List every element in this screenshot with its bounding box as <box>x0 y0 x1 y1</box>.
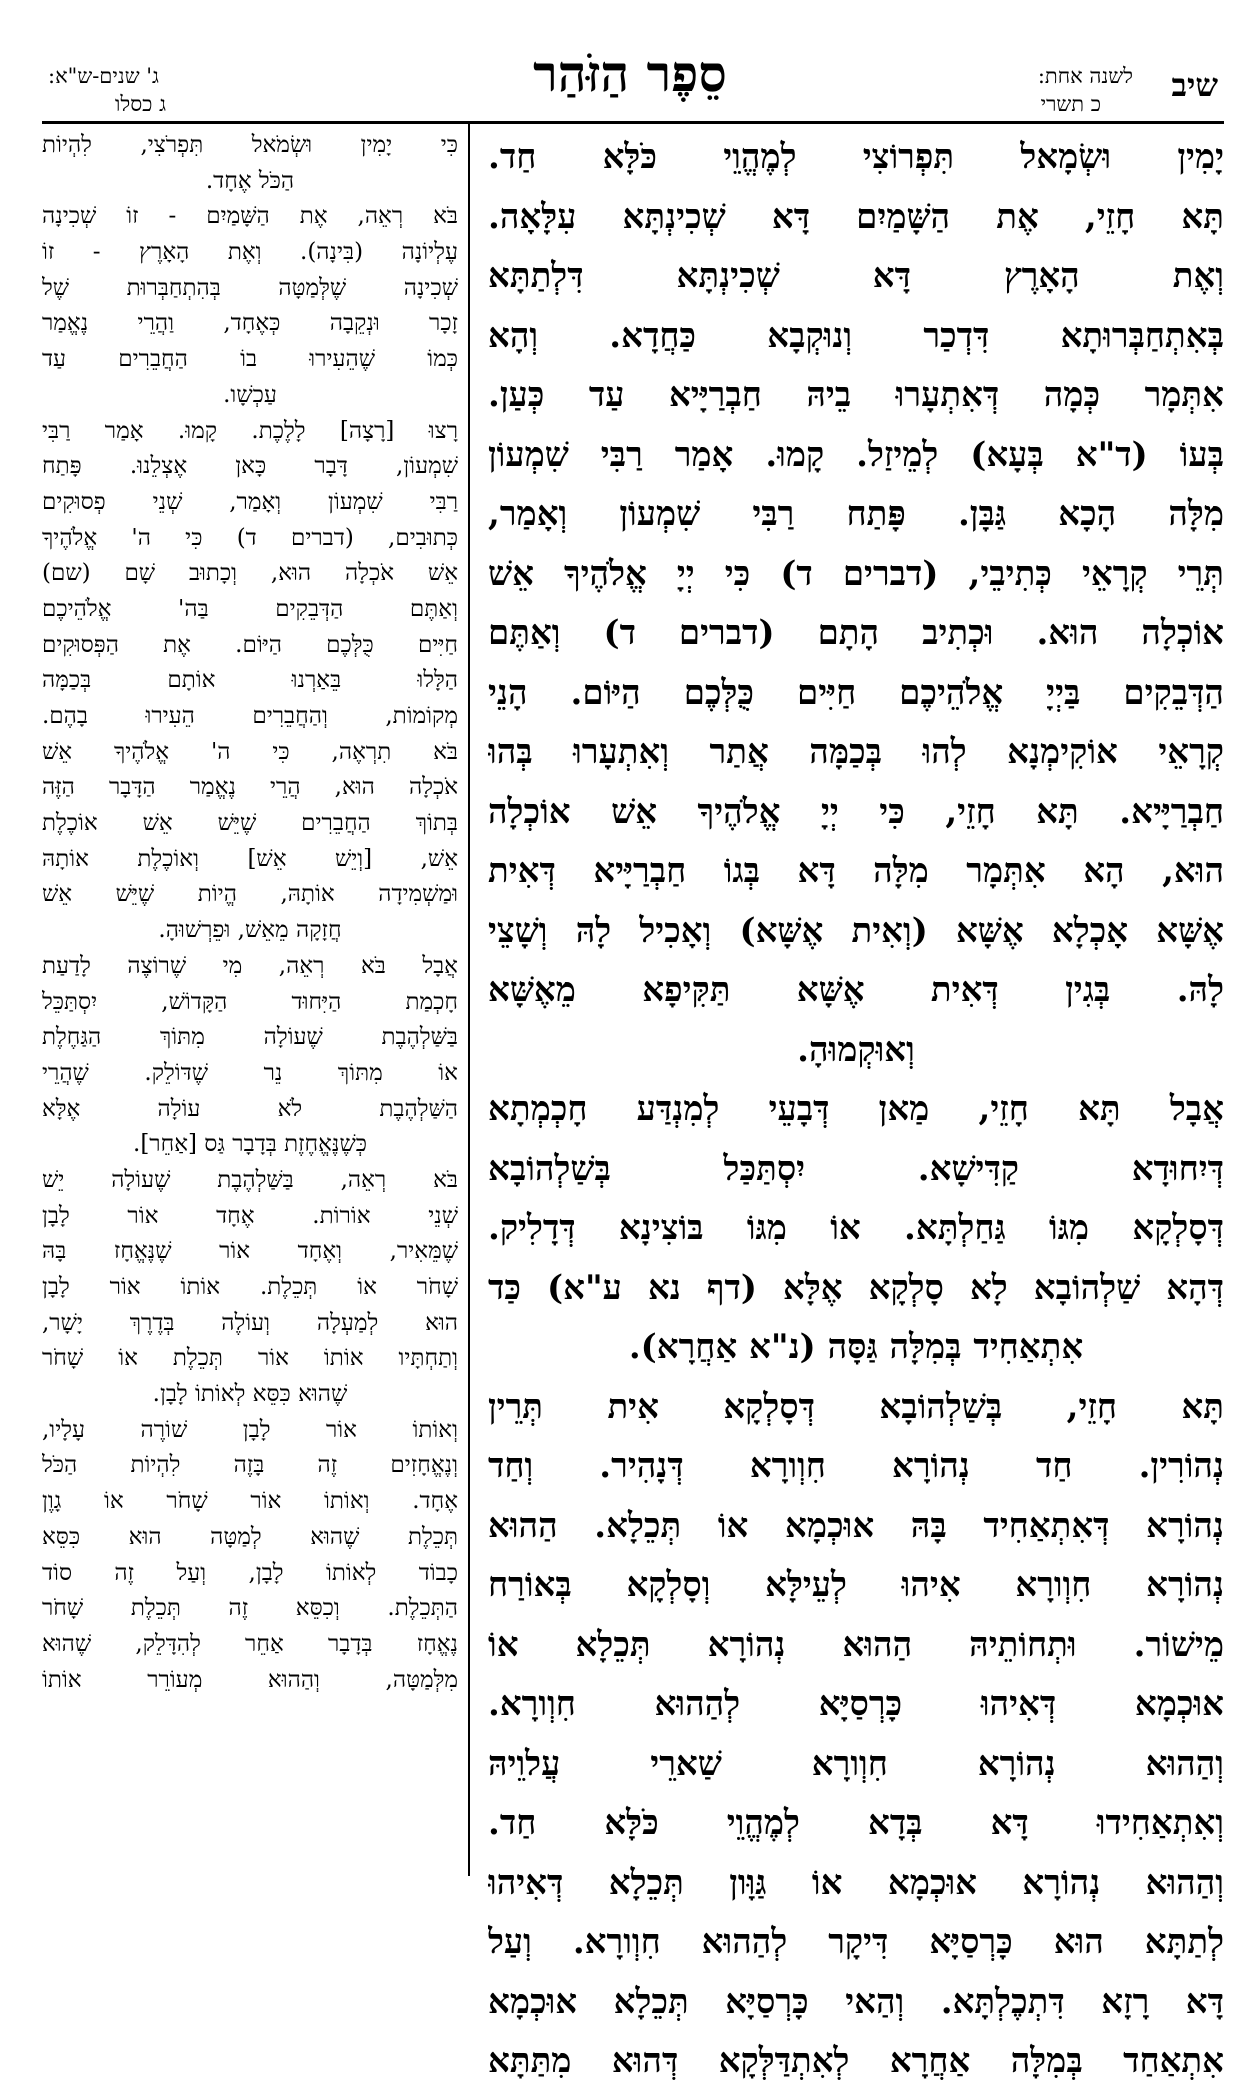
schedule-one-year-label: לשנה אחת: <box>1037 64 1133 88</box>
text-line: זָכָר וּנְקֵבָה כְּאֶחָד, וַהֲרֵי נֶאֱמַר <box>42 310 458 337</box>
text-line: שְׁנֵי אוֹרוֹת. אֶחָד אוֹר לָבָן <box>42 1202 458 1229</box>
text-line: מְקוֹמוֹת, וְהַחֲבֵרִים הֵעִירוּ בָהֶם. <box>42 703 458 729</box>
schedule-one-year-date: כ תשרי <box>1040 92 1101 116</box>
text-line: אִתְּמָר כְּמָה דְּאִתְעָרוּ בֵיהּ חַבְרַיָּיא עַד כְּעַן. <box>488 375 1224 415</box>
text-line: הַתְּכֵלֶת. וְכִסֵּא זֶה תְּכֵלֶת שָׁחֹר <box>42 1595 458 1622</box>
text-line: אוֹכְלָה הוּא. וּכְתִיב הָתָם (דברים ד) וְאַתֶּם <box>488 613 1224 653</box>
text-line: וְאֶת הָאָרֶץ דָּא שְׁכִינְתָּא דִּלְתַתָּא <box>488 256 1224 296</box>
text-line: בֹּא רְאֵה, בַּשַּׁלְהֶבֶת שֶׁעוֹלָה יֵשׁ <box>42 1166 458 1193</box>
text-line: לָהּ. בְּגִין דְּאִית אֶשָּׁא תַּקִּיפָא מֵאֶשָּׁא <box>488 970 1224 1010</box>
text-line: רָצוּ [רָצָה] לָלֶכֶת. קָמוּ. אָמַר רַבִּי <box>42 417 458 444</box>
text-line: וְאִתְאַחִידוּ דָּא בְּדָא לְמֶהֱוֵי כֹּלָּא חַד. <box>488 1803 1224 1843</box>
text-line: שֶׁמֵּאִיר, וְאֶחָד אוֹר שֶׁנֶּאֱחָז בָּהּ <box>42 1238 458 1265</box>
schedule-three-year-date: ג כסלו <box>115 92 167 116</box>
text-line: הַדְּבֵקִים בַּיְיָ אֱלֹהֵיכֶם חַיִּים כֻּלְּכֶם הַיּוֹם. הָנֵי <box>488 672 1224 713</box>
text-line: וְהַהוּא נְהוֹרָא אוּכְמָא אוֹ גַּוָּון תְּכֵלָא דְּאִיהוּ <box>488 1862 1224 1903</box>
text-line: חַבְרַיָּיא. תָּא חָזֵי, כִּי יְיָ אֱלֹהֶיךָ אֵשׁ אוֹכְלָה <box>488 791 1224 832</box>
text-line: דְּהָא שַׁלְהוֹבָא לָא סָלְקָא אֶלָּא (דף נא ע"א) כַּד <box>488 1267 1224 1308</box>
text-line: הוּא לְמַעְלָה וְעוֹלֶה בְּדֶרֶךְ יָשָׁר, <box>42 1309 458 1336</box>
text-line: חָכְמַת הַיִּחוּד הַקָּדוֹשׁ, יִסְתַּכֵּל <box>42 988 458 1015</box>
text-line: וְהַהוּא נְהוֹרָא חִוְורָא שַׁארֵי עֲלוֵיהּ <box>488 1743 1224 1784</box>
text-line: תְּכֵלֶת שֶׁהוּא לְמַטָּה הוּא כִּסֵּא <box>42 1523 458 1550</box>
column-divider <box>468 121 470 1876</box>
text-line: קְרָאֵי אוֹקִימְנָא לְהוּ בְּכַמָּה אֲתַר וְאִתְעָרוּ בְּהוּ <box>488 732 1224 772</box>
text-line: שִׁמְעוֹן, דָּבָר כָּאן אֶצְלֵנוּ. פָּתַח <box>42 453 458 480</box>
text-line: בְּתוֹךְ הַחֲבֵרִים שֶׁיֵּשׁ אֵשׁ אוֹכֶלֶת <box>42 810 458 837</box>
text-line: הַכֹּל אֶחָד. <box>205 167 295 194</box>
text-line: נְהוֹרִין. חַד נְהוֹרָא חִוְורָא דְּנָהִיר. וְחַד <box>488 1446 1224 1486</box>
text-line: מִלָּה הָכָא גַּבָּן. פָּתַח רַבִּי שִׁמְעוֹן וְאָמַר, <box>488 494 1224 534</box>
text-line: אֲבָל תָּא חָזֵי, מַאן דְּבָעֵי לְמִנְדַּע חָכְמְתָא <box>488 1089 1224 1129</box>
text-line: בְּאִתְחַבְּרוּתָא דִּדְכַר וְנוּקְבָא כַּחֲדָא. וְהָא <box>488 315 1224 356</box>
text-line: אִתְאַחִיד בְּמִלָּה גַּסָּה (נ"א אַחֲרָא). <box>628 1327 1084 1367</box>
text-line: אֵשׁ, [וְיֵשׁ אֵשׁ] וְאוֹכֶלֶת אוֹתָהּ <box>42 845 458 872</box>
text-line: אוּכְמָא דְּאִיהוּ כָּרְסַיָּא לְהַהוּא חִוְורָא. <box>488 1684 1224 1724</box>
text-line: וְאוּקְמוּהָ. <box>797 1029 915 1070</box>
text-line: וְנֶאֱחָזִים זֶה בָּזֶה לִהְיוֹת הַכֹּל <box>42 1452 458 1479</box>
text-line: חַיִּים כֻּלְּכֶם הַיּוֹם. אֶת הַפְּסוּקִים <box>42 631 458 658</box>
text-line: עֶלְיוֹנָה (בִּינָה). וְאֶת הָאָרֶץ - זוֹ <box>42 239 458 266</box>
text-line: כְּמוֹ שֶׁהֵעִירוּ בוֹ הַחֲבֵרִים עַד <box>42 346 458 373</box>
text-line: בְּעוֹ (ד"א בְּעָא) לְמֵיזַל. קָמוּ. אָמַר רַבִּי שִׁמְעוֹן <box>488 434 1224 475</box>
text-line: כָבוֹד לְאוֹתוֹ לָבָן, וְעַל זֶה סוֹד <box>42 1559 458 1586</box>
aramaic-text-column <box>488 128 1224 2081</box>
text-line: דָּא רָזָא דִּתְכֶלְתָּא. וְהַאי כָּרְסַיָּא תְּכֵלָא אוּכְמָא <box>488 1981 1224 2022</box>
header-rule <box>42 121 1224 124</box>
text-line: תָּא חָזֵי, בְּשַׁלְהוֹבָא דְּסָלְקָא אִית תְּרֵין <box>488 1386 1224 1427</box>
text-line: שְׁכִינָה שֶׁלְּמַטָּה בְּהִתְחַבְּרוּת שֶׁל <box>42 274 458 301</box>
text-line: לְתַתָּא הוּא כָּרְסַיָּא דִּיקָר לְהַהוּא חִוְורָא. וְעַל <box>488 1922 1224 1962</box>
hebrew-translation-column <box>42 128 458 1878</box>
text-line: נְהוֹרָא חִוְורָא אִיהוּ לְעֵילָּא וְסָלְקָא בְּאוֹרַח <box>488 1565 1224 1605</box>
text-line: מִלְּמַטָּה, וְהַהוּא מְעוֹרֵר אוֹתוֹ <box>42 1666 458 1693</box>
text-line: שָׁחֹר אוֹ תְּכֵלֶת. אוֹתוֹ אוֹר לָבָן <box>42 1274 458 1300</box>
text-line: בֹּא תִרְאֶה, כִּי ה' אֱלֹהֶיךָ אֵשׁ <box>42 738 458 765</box>
text-line: אֶחָד. וְאוֹתוֹ אוֹר שָׁחֹר אוֹ גָוֶן <box>42 1488 458 1515</box>
text-line: אֵשׁ אֹכְלָה הוּא, וְכָתוּב שָׁם (שם) <box>42 560 458 587</box>
text-line: וְאַתֶּם הַדְּבֵקִים בַּה' אֱלֹהֵיכֶם <box>42 595 458 622</box>
text-line: נְהוֹרָא דְּאִתְאַחִיד בָּהּ אוּכְמָא אוֹ תְּכֵלָא. הַהוּא <box>488 1505 1224 1546</box>
text-line: אֶשָּׁא אָכְלָא אֶשָּׁא (וְאִית אֶשָּׁא) וְאָכִיל לָהּ וְשָׁצֵי <box>488 910 1224 951</box>
text-line: אוֹ מִתּוֹךְ נֵר שֶׁדּוֹלֵק. שֶׁהֲרֵי <box>42 1059 458 1086</box>
text-line: כְּתוּבִים, (דברים ד) כִּי ה' אֱלֹהֶיךָ <box>42 524 458 551</box>
text-line: תְּרֵי קְרָאֵי כְּתִיבֵי, (דברים ד) כִּי יְיָ אֱלֹהֶיךָ אֵשׁ <box>488 553 1224 594</box>
text-line: רַבִּי שִׁמְעוֹן וְאָמַר, שְׁנֵי פְסוּקִים <box>42 488 458 515</box>
text-line: כִּי יָמִין וּשְׂמֹאל תִּפְרֹצִי, לִהְיוֹת <box>42 132 458 158</box>
text-line: הוּא, הָא אִתְּמָר מִלָּה דָּא בְּגוֹ חַבְרַיָּיא דְּאִית <box>488 851 1224 891</box>
book-title: סֵפֶר הַזֹּהַר <box>533 44 727 103</box>
text-line: דְּיִחוּדָא קַדִּישָׁא. יִסְתַּכַּל בְּשַׁלְהוֹבָא <box>488 1148 1224 1189</box>
text-line: תָּא חָזֵי, אֶת הַשָּׁמַיִם דָּא שְׁכִינְתָּא עִלָּאָה. <box>488 196 1224 237</box>
text-line: וְתַחְתָּיו אוֹתוֹ אוֹר תְּכֵלֶת אוֹ שָׁחֹר <box>42 1345 458 1372</box>
schedule-three-year-label: ג' שנים-ש"א: <box>48 64 159 88</box>
text-line: יָמִין וּשְׂמָאל תִּפְרוֹצִי לְמֶהֱוֵי כֹּלָּא חַד. <box>488 137 1224 177</box>
text-line: וְאוֹתוֹ אוֹר לָבָן שׁוֹרֶה עָלָיו, <box>42 1416 458 1443</box>
text-line: בַּשַּׁלְהֶבֶת שֶׁעוֹלָה מִתּוֹךְ הַגַּחֶלֶת <box>42 1024 458 1051</box>
text-line: הַלָּלוּ בֵּאַרְנוּ אוֹתָם בְּכַמָּה <box>42 667 458 694</box>
text-line: אֲבָל בֹּא רְאֵה, מִי שֶׁרוֹצֶה לָדַעַת <box>42 952 458 979</box>
text-line: עַכְשָׁו. <box>223 381 277 408</box>
text-line: נֶאֱחָז בְּדָבָר אַחֵר לְהִדָּלֵק, שֶׁהוּא <box>42 1630 458 1657</box>
text-line: בֹּא רְאֵה, אֶת הַשָּׁמַיִם - זוֹ שְׁכִינָה <box>42 203 458 230</box>
text-line: אֹכְלָה הוּא, הֲרֵי נֶאֱמַר הַדָּבָר הַזֶּה <box>42 774 458 801</box>
text-line: וּמַשְׁמִידָה אוֹתָהּ, הֱיוֹת שֶׁיֵּשׁ אֵשׁ <box>42 881 458 908</box>
text-line: הַשַּׁלְהֶבֶת לֹא עוֹלָה אֶלָּא <box>42 1095 458 1122</box>
text-line: שֶׁהוּא כִּסֵּא לְאוֹתוֹ לָבָן. <box>152 1381 348 1408</box>
page-number: שיב <box>1171 66 1218 104</box>
text-line: כְּשֶׁנֶּאֱחֶזֶת בְּדָבָר גַּס [אַחֵר]. <box>133 1131 367 1158</box>
text-line: חֲזָקָה מֵאֵשׁ, וּפֵרְשׁוּהָ. <box>158 917 342 944</box>
text-line: אִתְאַחַד בְּמִלָּה אַחֲרָא לְאִתְדַּלְּקָא דְּהוּא מִתַּתָּא <box>488 2041 1224 2081</box>
text-line: דְּסָלְקָא מִגּוֹ גַּחַלְתָּא. אוֹ מִגּוֹ בּוֹצִינָא דְּדָלִיק. <box>488 1208 1224 1248</box>
text-line: מֵישׁוֹר. וּתְחוֹתֵיהּ הַהוּא נְהוֹרָא תְּכֵלָא אוֹ <box>488 1624 1224 1665</box>
